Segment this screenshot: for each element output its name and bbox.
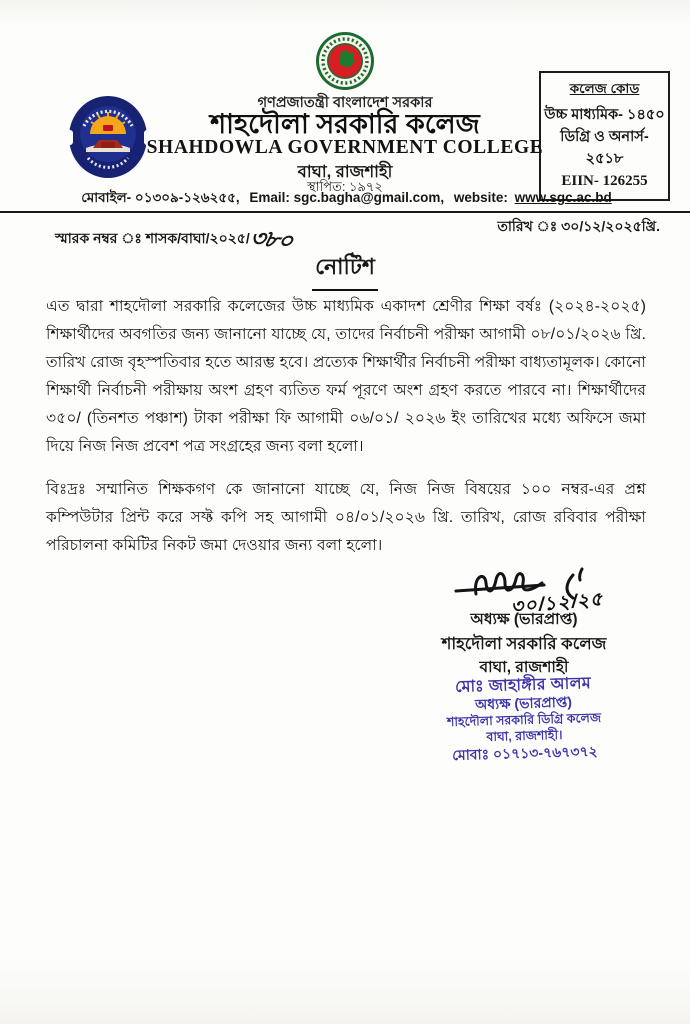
national-emblem-icon — [314, 30, 376, 97]
code-hsc: উচ্চ মাধ্যমিক- ১৪৫০ — [544, 107, 665, 123]
code-eiin: EIIN- 126255 — [561, 173, 648, 189]
contact-row — [0, 187, 690, 213]
stamp-name: মোঃ জাহাঙ্গীর আলম — [454, 675, 592, 696]
government-line: গণপ্রজাতন্ত্রী বাংলাদেশ সরকার — [257, 95, 433, 111]
mobile-number: মোবাইল- ০১৩০৯-১২৬২৫৫, — [81, 190, 240, 205]
signatory-title: অধ্যক্ষ (ভারপ্রাপ্ত) — [470, 611, 578, 628]
stamp-location: বাঘা, রাজশাহী। — [486, 727, 563, 745]
signatory-location: বাঘা, রাজশাহী — [479, 659, 569, 676]
college-name-bengali: শাহদৌলা সরকারি কলেজ — [210, 109, 480, 139]
website-label: website: — [453, 190, 508, 205]
notice-paragraph-1: এত দ্বারা শাহদৌলা সরকারি কলেজের উচ্চ মাধ্যমিক একাদশ শ্রেণীর শিক্ষা বর্ষঃ (২০২৪-২০২৫) শিক্ষার্থীদের অবগতির জন্য জানানো যাচ্ছে যে, তাদের নির্বাচনী পরীক্ষা আগামী ০৮/০১/২০২৬ খ্রি. তারিখ রোজ বৃহস্পতিবার হতে আরম্ভ হবে। প্রত্যেক শিক্ষার্থীর নির্বাচনী পরীক্ষা বাধ্যতামূলক। কোনো শিক্ষার্থী নির্বাচনী পরীক্ষায় অংশ গ্রহণ ব্যতিত ফর্ম পূরণে অংশ গ্রহণ করতে পারবে না। শিক্ষার্থীদের ৩৫০/ (তিনশত পঞ্চাশ) টাকা পরীক্ষা ফি আগামী ০৬/০১/ ২০২৬ ইং তারিখের মধ্যে অফিসে জমা দিয়ে নিজ নিজ প্রবেশ পত্র সংগ্রহের জন্য বলা হলো। — [46, 298, 646, 455]
college-name-english: SHAHDOWLA GOVERNMENT COLLEGE — [146, 137, 544, 158]
signatory-college: শাহদৌলা সরকারি কলেজ — [441, 635, 607, 653]
stamp-title: অধ্যক্ষ (ভারপ্রাপ্ত) — [474, 693, 573, 713]
code-box-title: কলেজ কোড — [569, 81, 640, 96]
memo-date: তারিখ ঃ ৩০/১২/২০২৫খ্রি. — [497, 218, 660, 234]
signature-handwritten-date: ৩০/১২/২৫ — [511, 588, 606, 619]
notice-title-text: নোটিশ — [312, 250, 378, 291]
college-location: বাঘা, রাজশাহী — [297, 163, 393, 181]
notice-body — [46, 293, 646, 560]
memo-row — [0, 215, 690, 254]
email-address: Email: sgc.bagha@gmail.com, — [249, 190, 445, 205]
stamp-mobile: মোবাঃ ০১৭১৩-৭৬৭৩৭২ — [452, 742, 598, 764]
memo-number-label: স্মারক নম্বর ঃ শাসক/বাঘা/২০২৫/ — [55, 230, 250, 246]
principal-stamp — [401, 673, 647, 766]
website-link: www.sgc.ac.bd — [514, 190, 612, 205]
stamp-college: শাহদৌলা সরকারি ডিগ্রি কলেজ — [446, 710, 602, 730]
notice-title — [0, 250, 690, 291]
established-year: স্থাপিত: ১৯৭২ — [307, 179, 383, 194]
notice-paragraph-2: বিঃদ্রঃ সম্মানিত শিক্ষকগণ কে জানানো যাচ্ছে যে, নিজ নিজ বিষয়ের ১০০ নম্বর-এর প্রশ্ন কম্পিউটার প্রিন্ট করে সফ্ট কপি সহ আগামী ০৪/০১/২০২৬ খ্রি. তারিখ, রোজ রবিবার পরীক্ষা পরিচালনা কমিটির নিকট জমা দেওয়ার জন্য বলা হলো। — [46, 481, 646, 554]
memo-number-handwritten: ৩৮০ — [247, 224, 295, 254]
signature-block — [408, 608, 640, 679]
header-divider — [0, 211, 690, 213]
code-degree-honours: ডিগ্রি ও অনার্স- ২৫১৮ — [560, 129, 649, 167]
